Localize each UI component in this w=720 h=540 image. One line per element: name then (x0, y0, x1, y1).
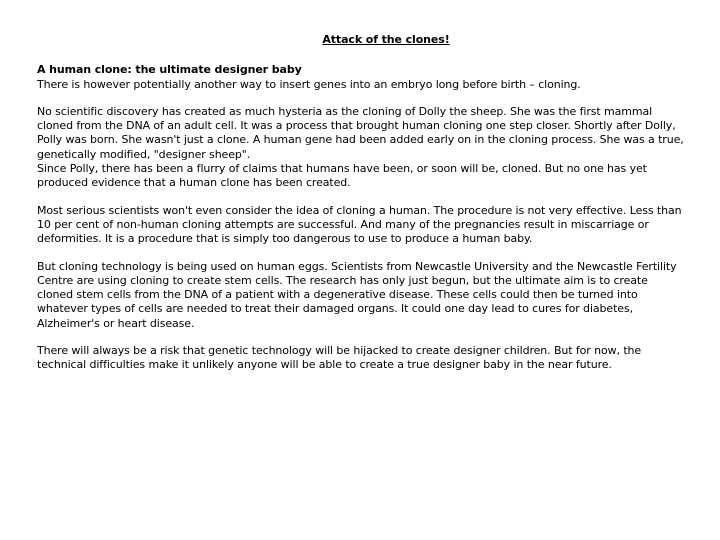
document-title: Attack of the clones! (322, 33, 450, 46)
document-subheading: A human clone: the ultimate designer baby (37, 63, 302, 77)
conclusion-section (37, 344, 685, 373)
intro-section (37, 63, 685, 92)
paragraph-scientists: Most serious scientists won't even consider the idea of cloning a human. The procedure is not very effective. Less than 10 per cent of non-human cloning attempts are successful. And many of the pregnancies result in miscarriage or deformities. It is a procedure that is simply too dangerous to use to produce a human baby. (37, 203, 682, 246)
paragraph-polly: Since Polly, there has been a flurry of claims that humans have been, or soon will be, cloned. But no one has yet produced evidence that a human clone has been created. (37, 162, 647, 190)
scientists-section (37, 204, 685, 247)
intro-paragraph: There is however potentially another way to insert genes into an embryo long before birth – cloning. (37, 77, 581, 91)
stem-cells-section (37, 260, 685, 331)
paragraph-conclusion: There will always be a risk that genetic technology will be hijacked to create designer children. But for now, the technical difficulties make it unlikely anyone will be able to create a true designer baby in the near future. (37, 344, 642, 372)
dolly-section (37, 105, 685, 191)
paragraph-stem-cells: But cloning technology is being used on human eggs. Scientists from Newcastle University and the Newcastle Fertility Centre are using cloning to create stem cells. The research has only just begun, but the ultimate aim is to create cloned stem cells from the DNA of a patient with a degenerative disease. These cells could then be turned into whatever types of cells are needed to treat their damaged organs. It could one day lead to cures for diabetes, Alzheimer's or heart disease. (37, 259, 677, 330)
paragraph-dolly: No scientific discovery has created as much hysteria as the cloning of Dolly the sheep. She was the first mammal cloned from the DNA of an adult cell. It was a process that brought human cloning one step closer. Shortly after Dolly, Polly was born. She wasn't just a clone. A human gene had been added early on in the cloning process. She was a true, genetically modified, "designer sheep". (37, 104, 684, 161)
document-page (37, 33, 685, 386)
